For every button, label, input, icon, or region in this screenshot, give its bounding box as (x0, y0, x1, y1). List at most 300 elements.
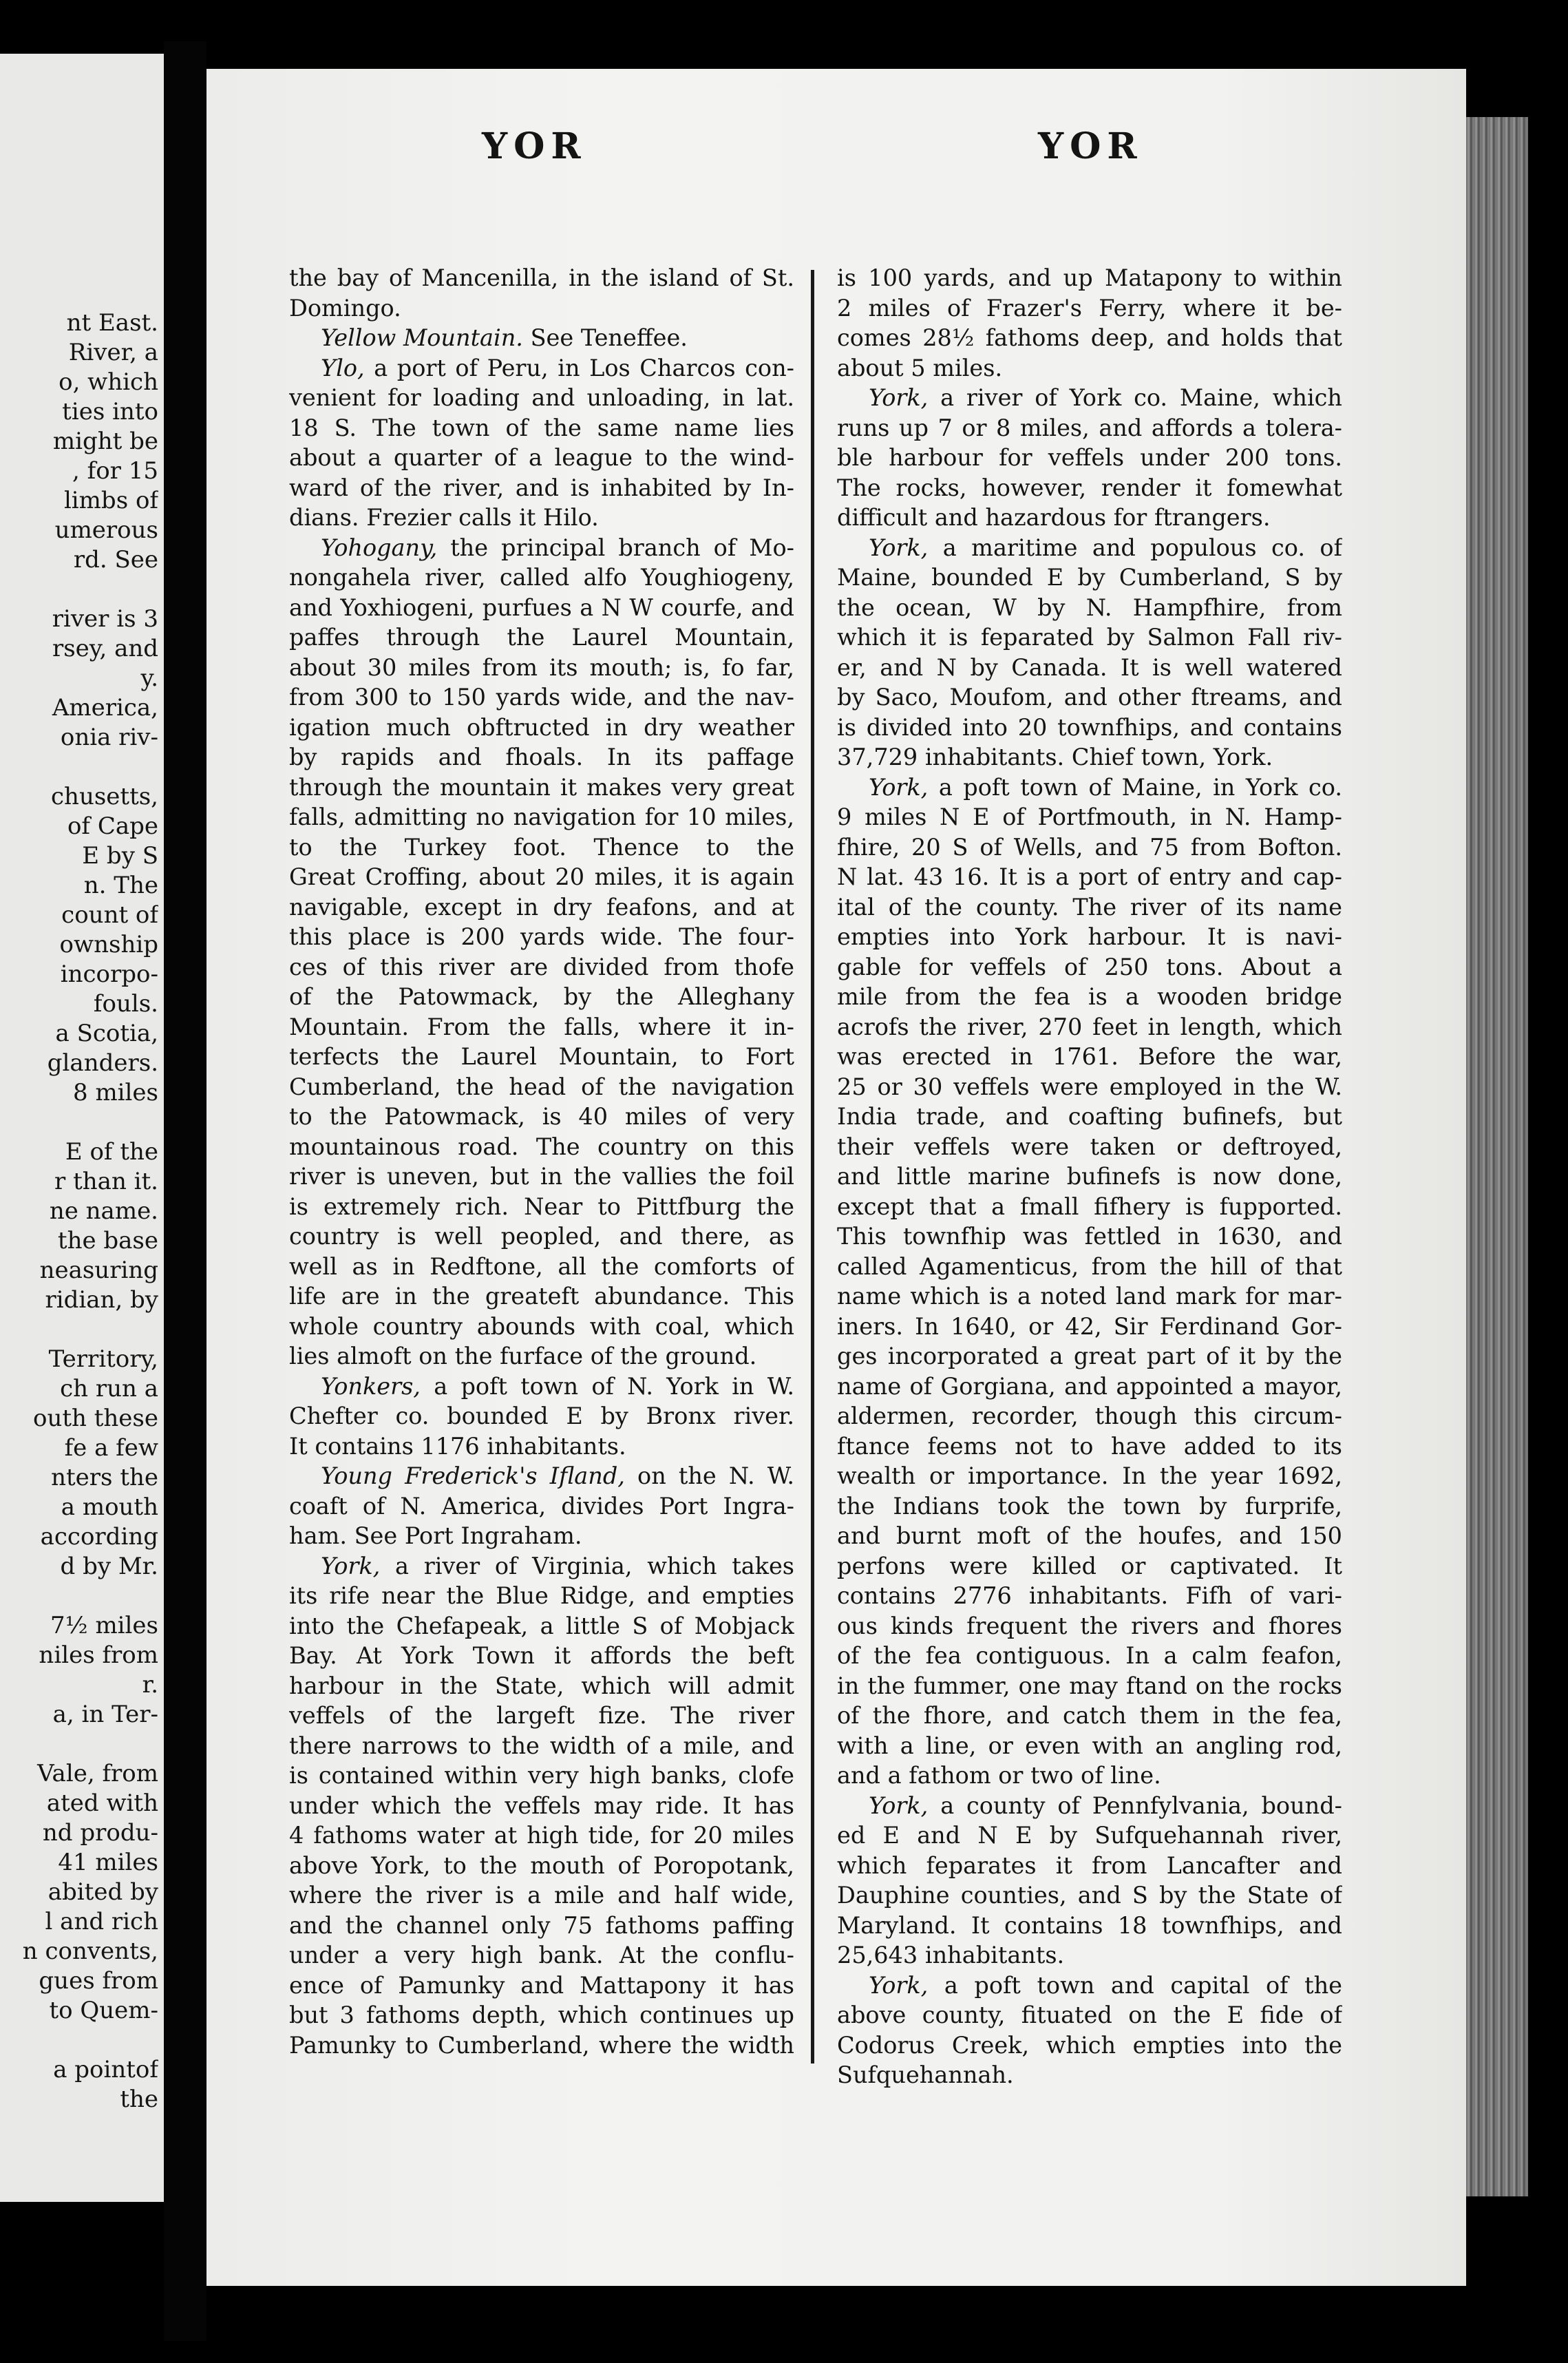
line-text: falls, admitting no navigation for 10 miles, (289, 804, 794, 830)
line-text: 9 miles N E of Portfmouth, in N. Hamp- (837, 804, 1342, 830)
line-text: with a line, or even with an angling rod, (837, 1732, 1342, 1759)
line-text: contains 2776 inhabitants. Fifh of vari- (837, 1582, 1342, 1609)
line-text: is extremely rich. Near to Pittfburg the (289, 1193, 794, 1220)
text-line (837, 892, 1342, 923)
line-text: name of Gorgiana, and appointed a mayor, (837, 1372, 1342, 1400)
entry-headword: York, (869, 534, 929, 561)
line-text: and burnt moft of the houfes, and 150 (837, 1522, 1342, 1549)
text-line (289, 1102, 794, 1132)
text-line (289, 1551, 794, 1582)
line-text: nongahela river, called alfo Youghiogeny, (289, 564, 794, 591)
line-text: the Indians took the town by furprife, (837, 1492, 1342, 1520)
line-text: country is well peopled, and there, as (289, 1223, 794, 1250)
left-page-fragment-line: a pointof (53, 2056, 158, 2083)
text-line (837, 1851, 1342, 1881)
line-text: a county of Pennfylvania, bound- (928, 1792, 1342, 1819)
line-text: The rocks, however, render it fomewhat (837, 474, 1342, 501)
text-line (289, 1791, 794, 1821)
text-line (837, 1701, 1342, 1731)
left-page-fragment-line (0, 1730, 158, 1759)
text-line (837, 293, 1342, 324)
line-text: Cumberland, the head of the navigation (289, 1073, 794, 1100)
text-line (837, 1072, 1342, 1102)
text-line (289, 503, 794, 533)
text-line (289, 1012, 794, 1042)
text-line (837, 742, 1342, 773)
left-page-fragment-line: the base (57, 1227, 158, 1254)
text-line (289, 922, 794, 952)
text-line (289, 353, 794, 384)
left-page-fragment-line: d by Mr. (60, 1553, 158, 1580)
left-page-fragment-line: n. The (83, 872, 158, 899)
left-page-fragment-line: America, (52, 694, 158, 722)
line-text: to the Turkey foot. Thence to the (289, 833, 794, 861)
line-text: and little marine bufinefs is now done, (837, 1163, 1342, 1190)
page-edge-stack (1466, 117, 1528, 2196)
left-page-fragment-line: o, which (59, 368, 158, 396)
left-page-fragment-line (0, 1315, 158, 1345)
left-page-fragment-line: count of (61, 901, 158, 929)
line-text: the bay of Mancenilla, in the island of St. (289, 264, 794, 291)
text-line (837, 1162, 1342, 1192)
text-line (289, 982, 794, 1012)
line-text: ed E and N E by Sufquehannah river, (837, 1822, 1342, 1849)
text-line (837, 1641, 1342, 1671)
entry-headword: York, (869, 1971, 929, 1999)
line-text: about 5 miles. (837, 354, 1003, 381)
entry-headword: Yonkers, (321, 1372, 421, 1400)
text-line (289, 443, 794, 473)
line-text: mile from the fea is a wooden bridge (837, 983, 1342, 1010)
line-text: which feparates it from Lancafter and (837, 1851, 1342, 1879)
text-line (837, 1971, 1342, 2001)
line-text: Maryland. It contains 18 townfhips, and (837, 1911, 1342, 1939)
line-text: above county, fituated on the E fide of (837, 2002, 1342, 2028)
line-text: about a quarter of a league to the wind- (289, 444, 794, 471)
left-facing-page (0, 54, 164, 2202)
text-line (837, 713, 1342, 743)
left-page-fragment-line: incorpo- (60, 960, 158, 988)
text-line (837, 773, 1342, 803)
text-line (289, 1731, 794, 1761)
text-line (289, 593, 794, 623)
line-text: by rapids and fhoals. In its paffage (289, 744, 794, 770)
left-page-fragment-line: ties into (62, 398, 158, 426)
text-line (289, 1911, 794, 1941)
text-line (837, 323, 1342, 353)
left-page-fragment-line: nters the (51, 1464, 158, 1491)
line-text: and a fathom or two of line. (837, 1762, 1161, 1789)
line-text: Mountain. From the falls, where it in- (289, 1013, 794, 1040)
text-line (837, 1611, 1342, 1641)
line-text: is divided into 20 townfhips, and contains (837, 713, 1342, 741)
line-text: difficult and hazardous for ftrangers. (837, 504, 1271, 531)
running-head-left: YOR (482, 125, 587, 167)
left-page-fragment-line (0, 2026, 158, 2055)
line-text: Great Croffing, about 20 miles, it is again (289, 863, 794, 890)
text-line (289, 713, 794, 743)
left-page-fragment-line: ownship (59, 931, 158, 958)
left-page-fragment-line: according (40, 1523, 158, 1551)
text-line (289, 682, 794, 713)
left-page-fragment-line: neasuring (39, 1257, 158, 1284)
text-line (289, 1880, 794, 1911)
entry-headword: Young Frederick's Ifland, (321, 1462, 625, 1489)
text-line (837, 982, 1342, 1012)
line-text: ftance feems not to have added to its (837, 1432, 1342, 1460)
entry-headword: York, (869, 384, 929, 411)
text-line (289, 1671, 794, 1701)
left-page-fragment-line (0, 1108, 158, 1137)
line-text: ous kinds frequent the rivers and fhores (837, 1612, 1342, 1639)
line-text: mountainous road. The country on this (289, 1133, 794, 1160)
line-text: terfects the Laurel Mountain, to Fort (289, 1043, 794, 1070)
line-text: India trade, and coafting bufinefs, but (837, 1103, 1342, 1130)
text-line (289, 1401, 794, 1431)
line-text: of the Patowmack, by the Alleghany (289, 983, 794, 1010)
line-text: ence of Pamunky and Mattapony it has (289, 1971, 794, 1999)
line-text: 2 miles of Frazer's Ferry, where it be- (837, 294, 1342, 322)
text-line (289, 862, 794, 892)
text-line (837, 1761, 1342, 1791)
left-page-text-fragments (0, 308, 158, 2114)
line-text: a river of Virginia, which takes (380, 1552, 794, 1579)
line-text: and Yoxhiogeni, purfues a N W courfe, and (289, 594, 794, 621)
text-line (837, 682, 1342, 713)
text-line (837, 2030, 1342, 2061)
right-text-column (837, 263, 1342, 2090)
text-line (289, 622, 794, 653)
text-line (837, 1341, 1342, 1372)
text-line (289, 802, 794, 832)
line-text: gable for veffels of 250 tons. About a (837, 953, 1342, 980)
line-text: Maine, bounded E by Cumberland, S by (837, 564, 1342, 591)
text-line (837, 1461, 1342, 1491)
text-line (289, 1431, 794, 1462)
line-text: to the Patowmack, is 40 miles of very (289, 1103, 794, 1130)
line-text: a poft town of Maine, in York co. (928, 773, 1342, 801)
text-line (289, 892, 794, 923)
line-text: coaft of N. America, divides Port Ingra- (289, 1492, 794, 1520)
left-page-fragment-line: chusetts, (51, 783, 158, 810)
entry-headword: Yellow Mountain. (321, 324, 523, 351)
text-line (837, 503, 1342, 533)
text-line (289, 1072, 794, 1102)
line-text: its rife near the Blue Ridge, and empties (289, 1582, 794, 1609)
left-page-fragment-line: Vale, from (37, 1760, 158, 1787)
line-text: except that a fmall fifhery is fupported. (837, 1193, 1342, 1220)
text-line (289, 1851, 794, 1881)
left-page-fragment-line: ated with (46, 1789, 158, 1817)
line-text: a poft town and capital of the (928, 1971, 1342, 1999)
left-page-fragment-line: might be (52, 428, 158, 455)
left-page-fragment-line: a, in Ter- (52, 1701, 158, 1728)
line-text: empties into York harbour. It is navi- (837, 923, 1342, 950)
left-page-fragment-line: the (120, 2086, 158, 2113)
text-line (289, 1641, 794, 1671)
text-line (289, 1820, 794, 1851)
text-line (837, 593, 1342, 623)
line-text: comes 28½ fathoms deep, and holds that (837, 324, 1342, 351)
text-line (289, 653, 794, 683)
book-gutter (164, 41, 206, 2341)
line-text: wealth or importance. In the year 1692, (837, 1462, 1342, 1489)
text-line (837, 862, 1342, 892)
line-text: N lat. 43 16. It is a port of entry and cap- (837, 863, 1342, 890)
text-line (837, 1671, 1342, 1701)
entry-headword: Ylo, (321, 354, 365, 381)
text-line (837, 443, 1342, 473)
left-page-fragment-line: abited by (47, 1878, 158, 1906)
text-line (289, 293, 794, 324)
left-page-fragment-line: to Quem- (49, 1997, 158, 2024)
line-text: 25 or 30 veffels were employed in the W. (837, 1073, 1342, 1100)
line-text: Bay. At York Town it affords the beft (289, 1642, 794, 1669)
text-line (837, 2060, 1342, 2090)
text-line (289, 1252, 794, 1282)
left-text-column (289, 263, 794, 2060)
text-line (837, 622, 1342, 653)
left-page-fragment-line: l and rich (45, 1908, 158, 1935)
line-text: veffels of the largeft fize. The river (289, 1702, 794, 1729)
line-text: whole country abounds with coal, which (289, 1312, 794, 1340)
line-text: fhire, 20 S of Wells, and 75 from Bofton. (837, 833, 1342, 861)
left-page-fragment-line: rsey, and (52, 635, 158, 662)
text-line (837, 1551, 1342, 1582)
line-text: 25,643 inhabitants. (837, 1942, 1065, 1968)
left-page-fragment-line: nd produ- (42, 1819, 158, 1847)
line-text: See Teneffee. (522, 324, 688, 351)
left-page-fragment-line: 41 miles (58, 1849, 158, 1876)
text-line (837, 832, 1342, 863)
text-line (837, 1012, 1342, 1042)
text-line (289, 1192, 794, 1222)
entry-headword: Yohogany, (321, 534, 438, 561)
left-page-fragment-line: nt East. (66, 309, 158, 337)
line-text: this place is 200 yards wide. The four- (289, 923, 794, 950)
line-text: under a very high bank. At the conflu- (289, 1942, 794, 1968)
line-text: dians. Frezier calls it Hilo. (289, 504, 599, 531)
text-line (289, 742, 794, 773)
left-page-fragment-line: ne name. (49, 1197, 158, 1225)
column-divider-rule (811, 270, 814, 2063)
left-page-fragment-line (0, 575, 158, 605)
line-text: well as in Redftone, all the comforts of (289, 1252, 794, 1280)
text-line (837, 1940, 1342, 1971)
left-page-fragment-line: fe a few (64, 1434, 158, 1462)
line-text: into the Chefapeak, a little S of Mobjack (289, 1612, 794, 1639)
line-text: paffes through the Laurel Mountain, (289, 624, 794, 651)
left-page-fragment-line (0, 753, 158, 782)
left-page-fragment-line: limbs of (63, 487, 158, 514)
line-text: by Saco, Moufom, and other ftreams, and (837, 684, 1342, 711)
line-text: runs up 7 or 8 miles, and affords a tolera- (837, 414, 1342, 441)
text-line (289, 1312, 794, 1342)
left-page-fragment-line: fouls. (93, 990, 158, 1018)
line-text: name which is a noted land mark for mar- (837, 1283, 1342, 1310)
text-line (289, 1521, 794, 1551)
left-page-fragment-line: of Cape (67, 812, 158, 840)
line-text: life are in the greateft abundance. This (289, 1283, 794, 1310)
text-line (837, 1791, 1342, 1821)
left-page-fragment-line: a Scotia, (55, 1020, 158, 1047)
text-line (289, 1281, 794, 1312)
line-text: ble harbour for veffels under 200 tons. (837, 444, 1342, 471)
left-page-fragment-line: onia riv- (60, 724, 158, 751)
left-page-fragment-line: r than it. (54, 1168, 158, 1195)
entry-headword: York, (869, 773, 929, 801)
left-page-fragment-line: y. (140, 664, 158, 692)
text-line (289, 263, 794, 293)
text-line (289, 1491, 794, 1522)
line-text: Sufquehannah. (837, 2061, 1014, 2088)
entry-headword: York, (869, 1792, 929, 1819)
text-line (289, 1341, 794, 1372)
line-text: perfons were killed or captivated. It (837, 1552, 1342, 1579)
line-text: acrofs the river, 270 feet in length, which (837, 1013, 1342, 1040)
text-line (289, 1611, 794, 1641)
text-line (837, 1521, 1342, 1551)
line-text: It contains 1176 inhabitants. (289, 1432, 626, 1460)
line-text: igation much obftructed in dry weather (289, 713, 794, 741)
text-line (837, 952, 1342, 983)
line-text: ces of this river are divided from thofe (289, 953, 794, 980)
line-text: and the channel only 75 fathoms paffing (289, 1911, 794, 1939)
left-page-fragment-line: umerous (54, 516, 158, 544)
line-text: a river of York co. Maine, which (928, 384, 1342, 411)
text-line (837, 1221, 1342, 1252)
left-page-fragment-line: River, a (68, 339, 158, 366)
line-text: is contained within very high banks, clofe (289, 1762, 794, 1789)
line-text: ward of the river, and is inhabited by In- (289, 474, 794, 501)
text-line (837, 1312, 1342, 1342)
text-line (289, 2030, 794, 2061)
line-text: which it is feparated by Salmon Fall riv- (837, 624, 1342, 651)
line-text: was erected in 1761. Before the war, (837, 1043, 1342, 1070)
line-text: iners. In 1640, or 42, Sir Ferdinand Gor- (837, 1312, 1342, 1340)
text-line (289, 773, 794, 803)
line-text: er, and N by Canada. It is well watered (837, 653, 1342, 681)
text-line (289, 1701, 794, 1731)
text-line (289, 1132, 794, 1162)
text-line (837, 533, 1342, 563)
left-page-fragment-line: ch run a (60, 1375, 158, 1403)
text-line (289, 1372, 794, 1402)
text-line (837, 1372, 1342, 1402)
line-text: from 300 to 150 yards wide, and the nav- (289, 684, 794, 711)
line-text: ital of the county. The river of its name (837, 893, 1342, 921)
text-line (837, 383, 1342, 413)
left-page-fragment-line: 8 miles (73, 1079, 158, 1106)
text-line (837, 1252, 1342, 1282)
text-line (289, 1761, 794, 1791)
text-line (289, 563, 794, 593)
text-line (289, 1940, 794, 1971)
line-text: 4 fathoms water at high tide, for 20 miles (289, 1822, 794, 1849)
text-line (837, 1192, 1342, 1222)
text-line (837, 1731, 1342, 1761)
line-text: ges incorporated a great part of it by the (837, 1343, 1342, 1369)
line-text: of the fhore, and catch them in the fea, (837, 1702, 1342, 1729)
line-text: venient for loading and unloading, in lat. (289, 384, 794, 411)
text-line (289, 2000, 794, 2030)
left-page-fragment-line: r. (142, 1671, 158, 1699)
line-text: above York, to the mouth of Poropotank, (289, 1851, 794, 1879)
left-page-fragment-line: E of the (65, 1138, 158, 1166)
text-line (837, 1102, 1342, 1132)
text-line (289, 533, 794, 563)
text-line (289, 1971, 794, 2001)
line-text: 18 S. The town of the same name lies (289, 414, 794, 441)
line-text: there narrows to the width of a mile, and (289, 1732, 794, 1759)
text-line (289, 1581, 794, 1611)
text-line (837, 473, 1342, 503)
text-line (837, 1281, 1342, 1312)
line-text: called Agamenticus, from the hill of that (837, 1252, 1342, 1280)
text-line (837, 353, 1342, 384)
text-line (837, 1132, 1342, 1162)
text-line (289, 323, 794, 353)
running-head-right: YOR (1038, 125, 1143, 167)
line-text: of the fea contiguous. In a calm feafon, (837, 1642, 1342, 1669)
text-line (837, 653, 1342, 683)
left-page-fragment-line: outh these (33, 1405, 158, 1432)
line-text: in the fummer, one may ftand on the rocks (837, 1672, 1342, 1699)
text-line (289, 413, 794, 443)
left-page-fragment-line: niles from (39, 1641, 158, 1669)
line-text: 37,729 inhabitants. Chief town, York. (837, 744, 1273, 770)
text-line (289, 1461, 794, 1491)
line-text: Domingo. (289, 294, 401, 322)
line-text: This townfhip was fettled in 1630, and (837, 1223, 1342, 1250)
text-line (837, 1880, 1342, 1911)
text-line (837, 1820, 1342, 1851)
line-text: a poft town of N. York in W. (420, 1372, 794, 1400)
line-text: the principal branch of Mo- (437, 534, 794, 561)
left-page-fragment-line: , for 15 (72, 457, 158, 485)
left-page-fragment-line: gues from (39, 1967, 158, 1995)
text-line (837, 1911, 1342, 1941)
text-line (837, 922, 1342, 952)
left-page-fragment-line: ridian, by (45, 1286, 158, 1314)
line-text: the ocean, W by N. Hampfhire, from (837, 594, 1342, 621)
text-line (837, 263, 1342, 293)
line-text: Chefter co. bounded E by Bronx river. (289, 1403, 794, 1429)
line-text: Pamunky to Cumberland, where the width (289, 2031, 794, 2059)
line-text: but 3 fathoms depth, which continues up (289, 2002, 794, 2028)
left-page-fragment-line: E by S (82, 842, 158, 870)
left-page-fragment-line: Territory, (48, 1345, 158, 1373)
line-text: Codorus Creek, which empties into the (837, 2031, 1342, 2059)
entry-headword: York, (321, 1552, 381, 1579)
line-text: where the river is a mile and half wide, (289, 1882, 794, 1909)
line-text: their veffels were taken or deftroyed, (837, 1133, 1342, 1160)
left-page-fragment-line (0, 1582, 158, 1611)
line-text: is 100 yards, and up Matapony to within (837, 264, 1342, 291)
left-page-fragment-line: river is 3 (52, 605, 158, 633)
text-line (289, 1221, 794, 1252)
text-line (837, 802, 1342, 832)
line-text: Dauphine counties, and S by the State of (837, 1882, 1342, 1909)
text-line (837, 2000, 1342, 2030)
line-text: under which the veffels may ride. It has (289, 1792, 794, 1819)
text-line (289, 383, 794, 413)
left-page-fragment-line: rd. See (73, 546, 158, 574)
line-text: on the N. W. (624, 1462, 794, 1489)
line-text: navigable, except in dry feafons, and at (289, 893, 794, 921)
left-page-fragment-line: a mouth (61, 1493, 158, 1521)
text-line (289, 1162, 794, 1192)
